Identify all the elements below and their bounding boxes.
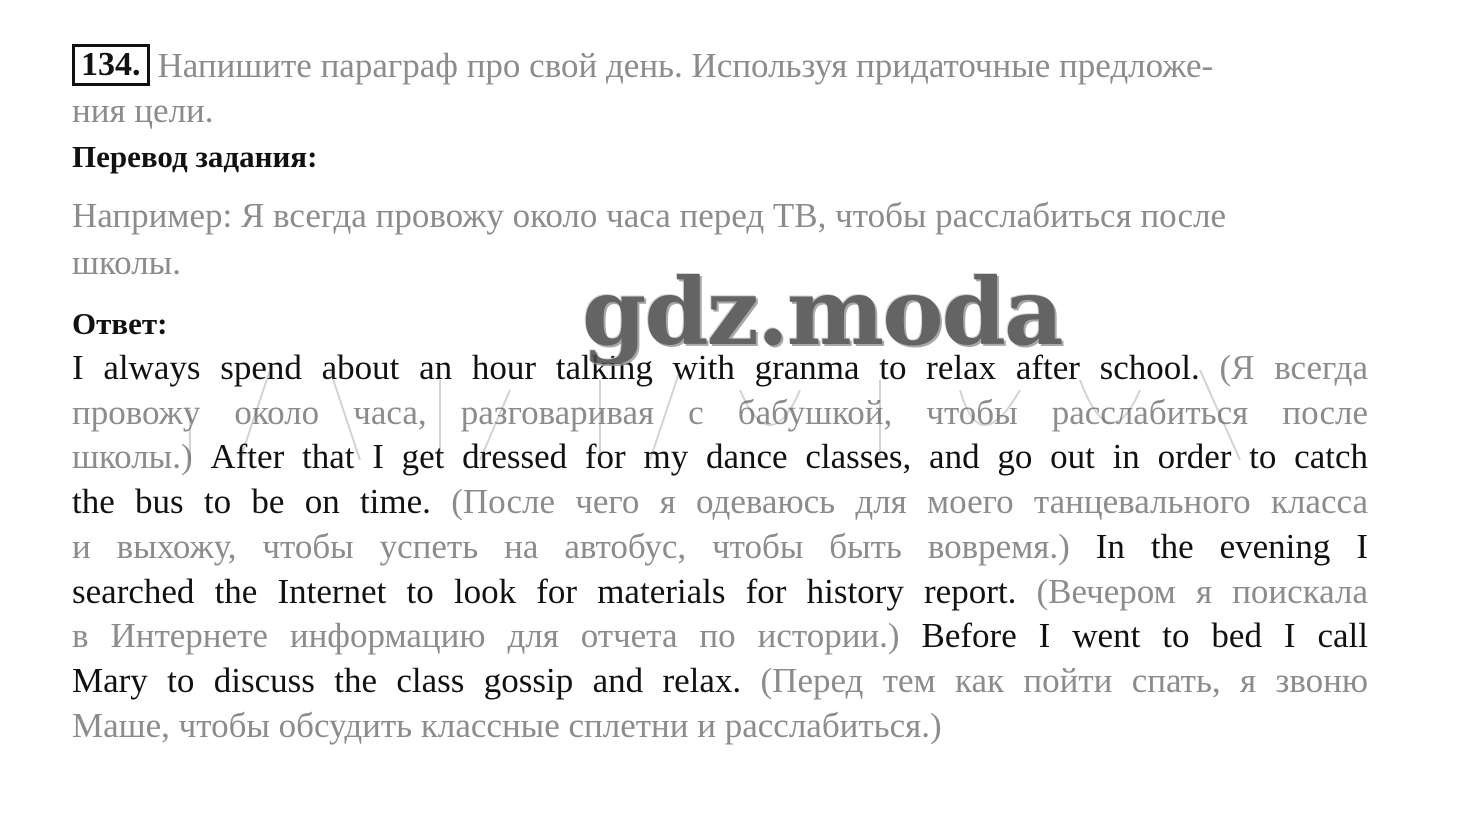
answer-line-7 [72, 614, 1368, 658]
answer-line-5 [72, 525, 1368, 569]
answer-ru: в Интернете информацию для отчета по истории.) [72, 616, 900, 655]
answer-en: the bus to be on time. [72, 482, 431, 521]
answer-ru: и выхожу, чтобы успеть на автобус, чтобы быть вовремя.) [72, 527, 1070, 566]
answer-ru: (После чего я одеваюсь для моего танцевального класса [451, 482, 1368, 521]
answer-ru: провожу около часа, разговаривая с бабушкой, чтобы расслабиться после [72, 393, 1368, 432]
translation-line-1: Например: Я всегда провожу около часа перед ТВ, чтобы расслабиться после [72, 196, 1227, 235]
watermark-pattern [180, 350, 1270, 470]
answer-ru: школы.) [72, 437, 193, 476]
answer-line-9 [72, 704, 1368, 748]
answer-heading: Ответ: [72, 306, 168, 341]
watermark-logo: gdz.moda [582, 258, 1062, 366]
answer-ru: (Перед тем как пойти спать, я звоню [760, 661, 1368, 700]
answer-en: After that I get dressed for my dance classes, and go out in order to catch [210, 437, 1368, 476]
answer-line-4 [72, 480, 1368, 524]
answer-ru: (Вечером я поискала [1036, 572, 1369, 611]
answer-en: I always spend about an hour talking with granma to relax after school. [72, 348, 1200, 387]
answer-en: Before I went to bed I call [921, 616, 1369, 655]
answer-en: Mary to discuss the class gossip and relax. [72, 661, 742, 700]
task-line-1 [72, 44, 1368, 88]
answer-line-6 [72, 570, 1368, 614]
task-text-1: Напишите параграф про свой день. Используя придаточные предложе- [157, 46, 1214, 85]
answer-en: In the evening I [1095, 527, 1368, 566]
task-line-2: ния цели. [72, 91, 214, 130]
answer-en: searched the Internet to look for materials for history report. [72, 572, 1017, 611]
answer-ru: (Я всегда [1219, 348, 1368, 387]
translation-heading: Перевод задания: [72, 139, 318, 174]
answer-line-8 [72, 659, 1368, 703]
translation-line-2: школы. [72, 243, 181, 282]
task-number: 134. [72, 44, 150, 86]
answer-ru: Маше, чтобы обсудить классные сплетни и расслабиться.) [72, 706, 942, 745]
